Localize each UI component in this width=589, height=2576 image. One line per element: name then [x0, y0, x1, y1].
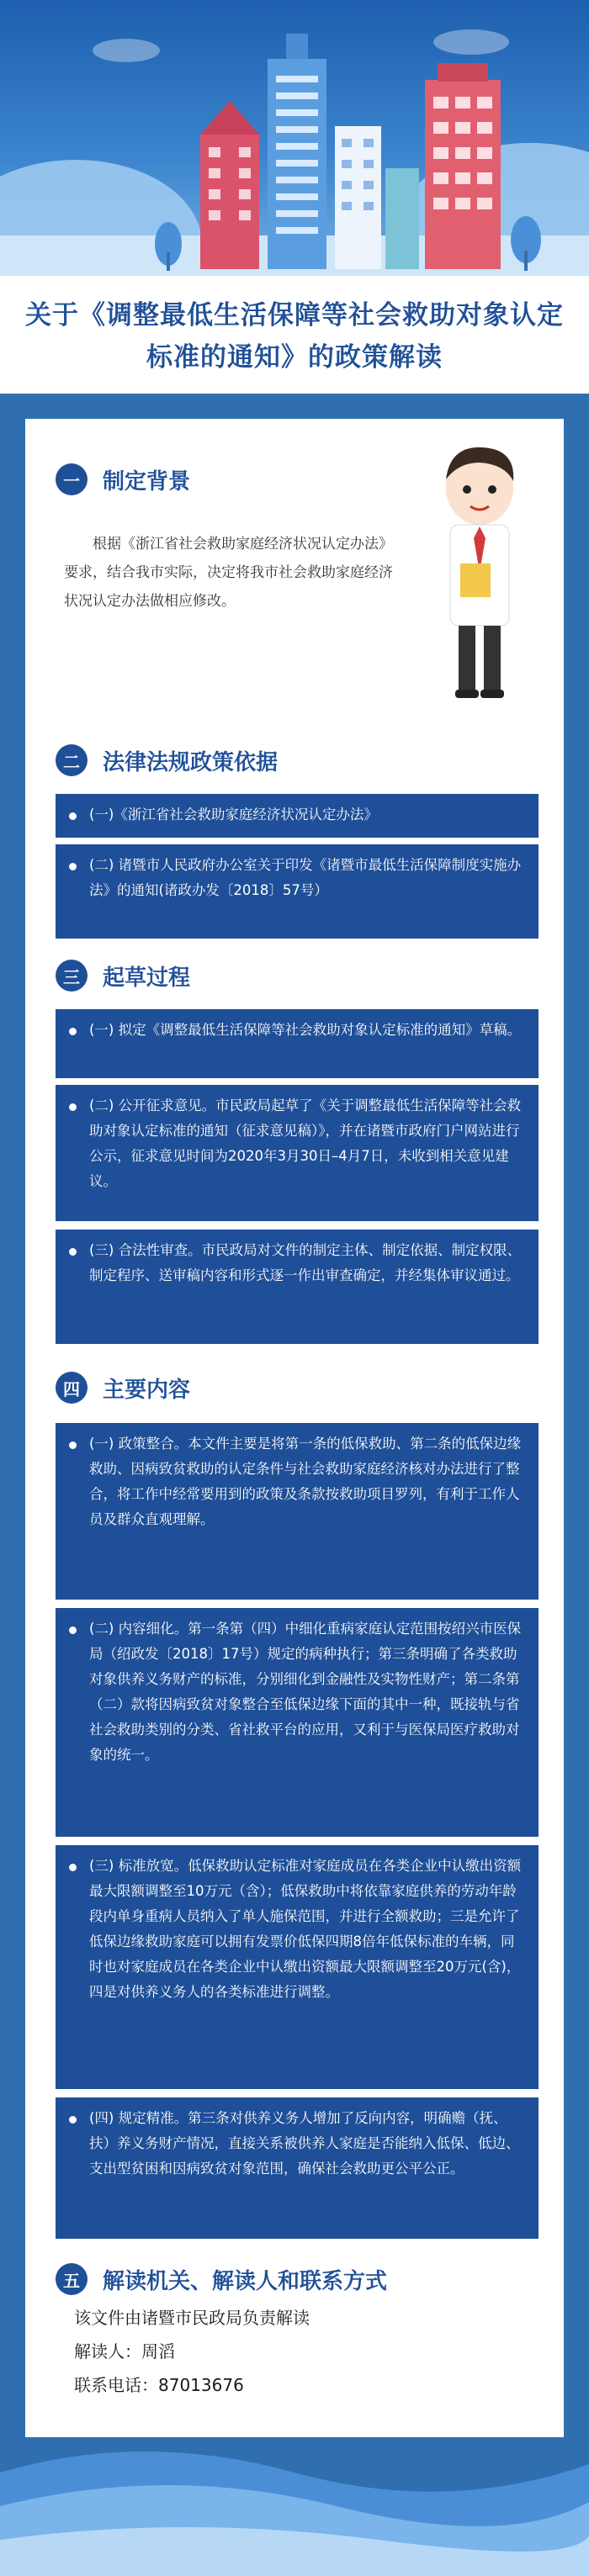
list-item-text: (二) 内容细化。第一条第（四）中细化重病家庭认定范围按绍兴市医保局（绍政发〔2018〕17号）规定的病种执行；第三条明确了各类救助对象供养义务财产的标准，分别细化到金融性及实物性财产；第二条第（二）款将因病致贫对象整合至低保边缘下面的其中一种，既接轨与省社会救助类别的分类、省社救平台的应用，又利于与医保局医疗救助对象的统一。 — [89, 1621, 522, 1763]
list-item — [56, 1009, 539, 1078]
section-5-title: 解读机关、解读人和联系方式 — [103, 2268, 388, 2294]
section-2-header — [56, 742, 278, 779]
section-1-title: 制定背景 — [103, 468, 191, 495]
list-item — [56, 794, 539, 838]
contact-line-phone: 联系电话：87013676 — [74, 2375, 244, 2395]
list-item — [56, 1423, 539, 1600]
list-item — [56, 2097, 539, 2239]
section-2-badge: 二 — [56, 744, 88, 776]
list-item-text: (四) 规定精准。第三条对供养义务人增加了反向内容，明确赡（抚、扶）养义务财产情况，直接关系被供养人家庭是否能纳入低保、低边、支出型贫困和因病致贫对象范围，确保社会救助更公平公正。 — [89, 2110, 520, 2177]
doctor-illustration-icon — [417, 437, 543, 715]
list-item-text: (一) 政策整合。本文件主要是将第一条的低保救助、第二条的低保边缘救助、因病致贫救助的认定条件与社会救助家庭经济核对办法进行了整合，将工作中经常要用到的政策及条款按救助项目罗列，有利于工作人员及群众直观理解。 — [89, 1436, 522, 1527]
section-3-header — [56, 957, 190, 994]
section-1-text: 根据《浙江省社会救助家庭经济状况认定办法》要求，结合我市实际，决定将我市社会救助家庭经济状况认定办法做相应修改。 — [64, 536, 393, 610]
section-4-title: 主要内容 — [103, 1377, 191, 1403]
section-2-title: 法律法规政策依据 — [103, 749, 279, 775]
section-1-header — [56, 461, 190, 498]
section-1-badge: 一 — [56, 463, 88, 495]
city-buildings-icon — [0, 0, 589, 278]
list-item-text: (二) 诸暨市人民政府办公室关于印发《诸暨市最低生活保障制度实施办法》的通知(诸政办发〔2018〕57号） — [89, 857, 522, 898]
list-item-text: (一) 拟定《调整最低生活保障等社会救助对象认定标准的通知》草稿。 — [89, 1022, 522, 1038]
list-item-text: (三) 标准放宽。低保救助认定标准对家庭成员在各类企业中认缴出资额最大限额调整至10万元（含）；低保救助中将依靠家庭供养的劳动年龄段内单身重病人员纳入了单人施保范围，并进行全额救助；三是允许了低保边缘救助家庭可以拥有发票价低保四期8倍年低保标准的车辆，同时也对家庭成员在各类企业中认缴出资额最大限额调整至20万元(含)，四是对供养义务人的各类标准进行调整。 — [89, 1858, 522, 2000]
section-3-title: 起草过程 — [103, 965, 191, 991]
list-item-text: (二) 公开征求意见。市民政局起草了《关于调整最低生活保障等社会救助对象认定标准的通知（征求意见稿）》，并在诸暨市政府门户网站进行公示，征求意见时间为2020年3月30日–4月7日，未收到相关意见建议。 — [89, 1098, 522, 1189]
section-5-badge: 五 — [56, 2263, 88, 2295]
list-item — [56, 844, 539, 939]
list-item-text: (一)《浙江省社会救助家庭经济状况认定办法》 — [89, 807, 378, 823]
title-band — [0, 276, 589, 394]
header-illustration — [0, 0, 589, 294]
list-item — [56, 1085, 539, 1221]
section-3-badge: 三 — [56, 960, 88, 992]
list-item — [56, 1845, 539, 2089]
page-title: 关于《调整最低生活保障等社会救助对象认定标准的通知》的政策解读 — [25, 300, 564, 373]
contact-line-organ: 该文件由诸暨市民政局负责解读 — [74, 2308, 310, 2328]
list-item — [56, 1608, 539, 1837]
list-item — [56, 1230, 539, 1344]
section-5-header — [56, 2261, 387, 2298]
contact-line-person: 解读人：周滔 — [74, 2341, 175, 2362]
bottom-wave-decoration — [0, 2422, 589, 2576]
list-item-text: (三) 合法性审查。市民政局对文件的制定主体、制定依据、制定权限、制定程序、送审稿内容和形式逐一作出审查确定，并经集体审议通过。 — [89, 1242, 522, 1283]
section-4-header — [56, 1369, 190, 1406]
section-4-badge: 四 — [56, 1372, 88, 1404]
